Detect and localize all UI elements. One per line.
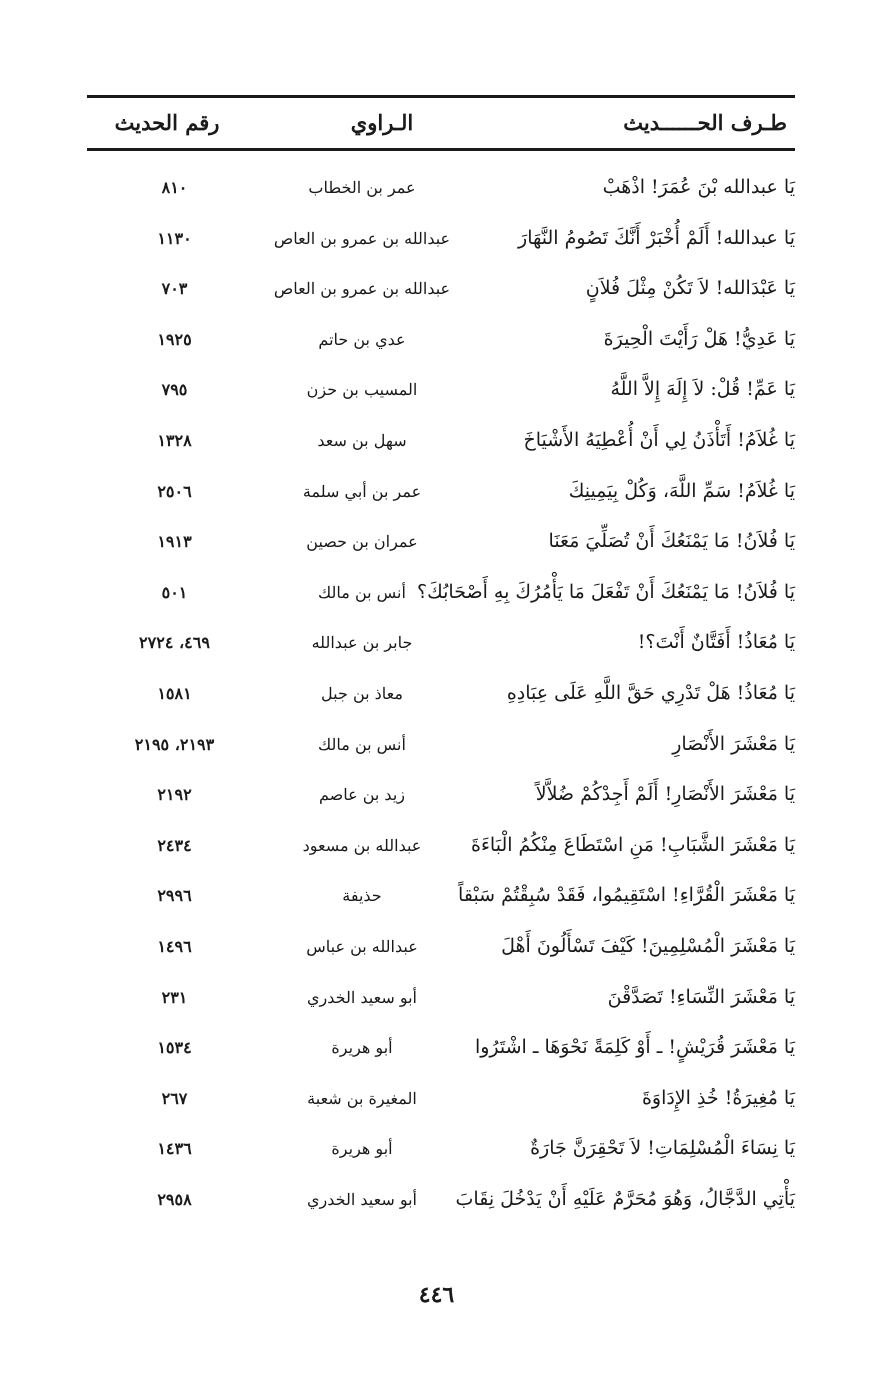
header-number-label: رقم الحديث bbox=[114, 110, 220, 135]
hadith-number: ١٥٣٤ bbox=[157, 1038, 192, 1058]
hadith-number: ٤٦٩، ٢٧٢٤ bbox=[139, 633, 210, 653]
hadith-text: يَا عَبْدَالله! لاَ تَكُنْ مِثْلَ فُلاَنٍ bbox=[585, 277, 795, 300]
hadith-number: ٢٦٧ bbox=[161, 1088, 188, 1108]
hadith-text: يَا عبدالله! أَلَمْ أُخْبَرْ أَنَّكَ تَصُومُ النَّهَارَ bbox=[518, 226, 795, 249]
hadith-text: يَا عَدِيُّ! هَلْ رَأَيْتَ الْحِيرَةَ bbox=[603, 327, 795, 350]
narrator-name: عمران بن حصين bbox=[306, 532, 418, 552]
narrator-name: معاذ بن جبل bbox=[321, 683, 403, 703]
hadith-number: ١١٣٠ bbox=[157, 228, 192, 248]
narrator-name: أبو هريرة bbox=[331, 1038, 393, 1058]
narrator-name: عمر بن الخطاب bbox=[308, 178, 416, 197]
hadith-number: ٢١٩٢ bbox=[157, 785, 192, 805]
narrator-name: حذيفة bbox=[342, 886, 382, 906]
header-bottom-rule bbox=[87, 148, 795, 151]
hadith-number: ٧٩٥ bbox=[161, 380, 188, 400]
page-number: ٤٤٦ bbox=[418, 1282, 455, 1308]
table-row bbox=[87, 271, 795, 322]
narrator-name: عمر بن أبي سلمة bbox=[302, 481, 422, 501]
table-row bbox=[87, 1182, 795, 1233]
table-row bbox=[87, 221, 795, 272]
hadith-text: يَا مُغِيرَةُ! خُذِ الإِدَاوَةَ bbox=[641, 1086, 795, 1109]
table-row bbox=[87, 929, 795, 980]
hadith-number: ١٣٢٨ bbox=[157, 430, 192, 450]
hadith-text: يَا غُلاَمُ! سَمِّ اللَّهَ، وَكُلْ بِيَمِينِكَ bbox=[568, 479, 795, 502]
table-row bbox=[87, 322, 795, 373]
hadith-number: ٨١٠ bbox=[161, 178, 188, 197]
hadith-number: ١٩٢٥ bbox=[157, 329, 192, 349]
header-narrator-label: الـراوي bbox=[350, 110, 414, 135]
hadith-number: ٧٠٣ bbox=[161, 279, 188, 299]
table-row bbox=[87, 170, 795, 221]
hadith-text: يَا مَعْشَرَ الْمُسْلِمِينَ! كَيْفَ تَسْأَلُونَ أَهْلَ bbox=[501, 934, 795, 957]
hadith-number: ٥٠١ bbox=[161, 582, 188, 602]
narrator-name: أبو سعيد الخدري bbox=[307, 1189, 417, 1209]
hadith-text: يَا فُلاَنُ! مَا يَمْنَعُكَ أَنْ تَفْعَلَ مَا يَأْمُرُكَ بِهِ أَصْحَابُكَ؟ bbox=[417, 580, 795, 603]
hadith-number: ٢١٩٣، ٢١٩٥ bbox=[134, 734, 215, 754]
table-row bbox=[87, 676, 795, 727]
hadith-text: يَا عبدالله بْنَ عُمَرَ! اذْهَبْ bbox=[602, 176, 795, 198]
table-row bbox=[87, 727, 795, 778]
narrator-name: عبدالله بن عباس bbox=[306, 936, 418, 956]
hadith-text: يَا غُلاَمُ! أَتَأْذَنُ لِي أَنْ أُعْطِيَهُ الأَشْيَاخَ bbox=[523, 428, 795, 451]
narrator-name: عبدالله بن عمرو بن العاص bbox=[273, 228, 451, 248]
narrator-name: المسيب بن حزن bbox=[306, 380, 418, 400]
hadith-number: ١٤٣٦ bbox=[157, 1139, 192, 1159]
header-hadith-label: طـرف الحــــــديث bbox=[623, 110, 787, 135]
table-header bbox=[87, 98, 795, 148]
table-row bbox=[87, 1131, 795, 1182]
narrator-name: عبدالله بن عمرو بن العاص bbox=[273, 279, 451, 299]
hadith-text: يَأْتِي الدَّجَّالُ، وَهُوَ مُحَرَّمٌ عَلَيْهِ أَنْ يَدْخُلَ نِقَابَ bbox=[455, 1187, 795, 1210]
hadith-number: ٢٣١ bbox=[161, 987, 188, 1007]
narrator-name: جابر بن عبدالله bbox=[311, 633, 413, 653]
hadith-number: ٢٥٠٦ bbox=[157, 481, 192, 501]
hadith-text: يَا مَعْشَرَ الشَّبَابِ! مَنِ اسْتَطَاعَ مِنْكُمُ الْبَاءَةَ bbox=[471, 833, 795, 856]
hadith-text: يَا مُعَاذُ! أَفَتَّانٌ أَنْتَ؟! bbox=[637, 631, 795, 654]
table-row bbox=[87, 372, 795, 423]
table-row bbox=[87, 474, 795, 525]
narrator-name: عدي بن حاتم bbox=[318, 329, 406, 349]
hadith-number: ١٩١٣ bbox=[157, 532, 192, 552]
table-row bbox=[87, 625, 795, 676]
hadith-text: يَا مُعَاذُ! هَلْ تَدْرِي حَقَّ اللَّهِ عَلَى عِبَادِهِ bbox=[506, 681, 795, 704]
hadith-text: يَا مَعْشَرَ الأَنْصَارِ! أَلَمْ أَجِدْكُمْ ضُلاَّلاً bbox=[535, 783, 795, 806]
hadith-text: يَا عَمِّ! قُلْ: لاَ إِلَهَ إِلاَّ اللَّهُ bbox=[610, 378, 795, 401]
table-row bbox=[87, 828, 795, 879]
hadith-number: ١٥٨١ bbox=[157, 683, 192, 703]
hadith-number: ٢٩٩٦ bbox=[157, 886, 192, 906]
table-row bbox=[87, 423, 795, 474]
narrator-name: عبدالله بن مسعود bbox=[302, 835, 422, 855]
table-row bbox=[87, 524, 795, 575]
narrator-name: أبو هريرة bbox=[331, 1139, 393, 1159]
hadith-text: يَا مَعْشَرَ النِّسَاءِ! تَصَدَّقْنَ bbox=[607, 985, 795, 1008]
narrator-name: زيد بن عاصم bbox=[318, 785, 406, 805]
hadith-number: ٢٤٣٤ bbox=[157, 835, 192, 855]
table-row bbox=[87, 777, 795, 828]
hadith-index-table bbox=[87, 170, 795, 1232]
hadith-text: يَا فُلاَنُ! مَا يَمْنَعُكَ أَنْ تُصَلِّيَ مَعَنَا bbox=[548, 530, 795, 553]
narrator-name: أنس بن مالك bbox=[318, 582, 406, 602]
table-row bbox=[87, 980, 795, 1031]
table-row bbox=[87, 575, 795, 626]
narrator-name: أنس بن مالك bbox=[318, 734, 406, 754]
hadith-text: يَا مَعْشَرَ الْقُرَّاءِ! اسْتَقِيمُوا، فَقَدْ سُبِقْتُمْ سَبْقاً bbox=[458, 884, 795, 907]
hadith-text: يَا مَعْشَرَ قُرَيْشٍ! ـ أَوْ كَلِمَةً نَحْوَهَا ـ اشْتَرُوا bbox=[474, 1036, 795, 1059]
table-row bbox=[87, 1030, 795, 1081]
narrator-name: المغيرة بن شعبة bbox=[307, 1088, 417, 1108]
table-row bbox=[87, 878, 795, 929]
table-row bbox=[87, 1081, 795, 1132]
hadith-text: يَا مَعْشَرَ الأَنْصَارِ bbox=[672, 732, 795, 755]
hadith-number: ٢٩٥٨ bbox=[157, 1189, 192, 1209]
narrator-name: سهل بن سعد bbox=[317, 430, 407, 450]
narrator-name: أبو سعيد الخدري bbox=[307, 987, 417, 1007]
hadith-number: ١٤٩٦ bbox=[157, 936, 192, 956]
hadith-text: يَا نِسَاءَ الْمُسْلِمَاتِ! لاَ تَحْقِرَنَّ جَارَةٌ bbox=[530, 1137, 795, 1160]
